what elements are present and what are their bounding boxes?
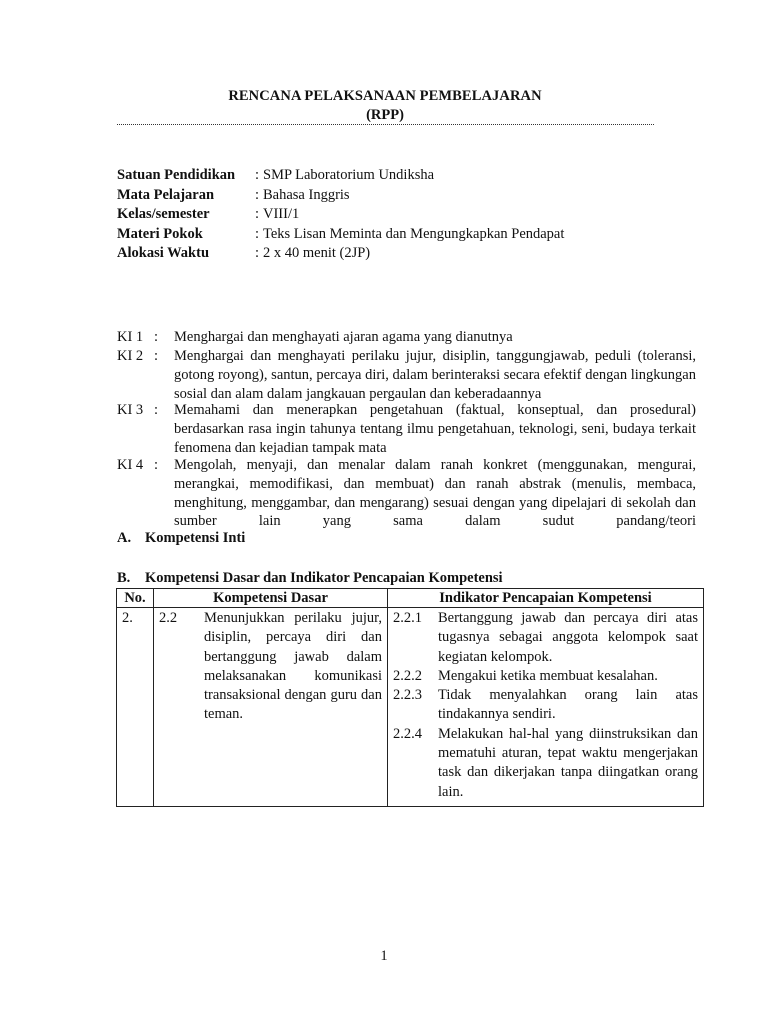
indicator-code: 2.2.4 (393, 725, 422, 742)
indicator-code: 2.2.2 (393, 667, 422, 684)
identity-colon: : (255, 245, 260, 261)
indicator-text: Mengakui ketika membuat kesalahan. (438, 667, 658, 684)
identity-row (117, 166, 677, 186)
identity-label: Mata Pelajaran (117, 186, 215, 203)
ki-item (117, 456, 696, 531)
identity-colon: : (255, 167, 260, 183)
indicator-text: Bertanggung jawab dan percaya diri atas tugasnya sebagai anggota kelompok saat kegiatan kelompok. (438, 610, 698, 665)
identity-row (117, 225, 677, 245)
identity-row (117, 244, 677, 264)
header-kompetensi-dasar: Kompetensi Dasar (154, 589, 388, 608)
identity-table (117, 166, 677, 264)
section-letter: B. (117, 570, 131, 586)
ki-colon: : (154, 348, 159, 364)
ki-colon: : (154, 402, 159, 418)
table-row (117, 608, 704, 807)
identity-label: Satuan Pendidikan (117, 167, 236, 183)
section-heading-a (117, 530, 245, 547)
section-heading-b (117, 570, 503, 587)
ki-text: Menghargai dan menghayati perilaku jujur, disiplin, tanggungjawab, peduli (toleransi, gotong royong), santun, percaya diri, dalam berinteraksi secara efektif dengan lingkungan sosial dan alam dalam jangkauan pergaulan dan keberadaannya (174, 348, 696, 402)
ki-code: KI 2 (117, 348, 144, 364)
indicator-cell (388, 608, 704, 807)
identity-row (117, 205, 677, 225)
identity-value: 2 x 40 menit (2JP) (263, 245, 371, 261)
indicator-code: 2.2.3 (393, 687, 422, 704)
identity-colon: : (255, 225, 260, 242)
identity-value: Teks Lisan Meminta dan Mengungkapkan Pendapat (263, 225, 565, 242)
ki-item (117, 328, 696, 347)
kd-entry (159, 609, 382, 725)
ki-code: KI 1 (117, 329, 144, 345)
kd-code: 2.2 (159, 610, 178, 626)
ki-text: Menghargai dan menghayati ajaran agama yang dianutnya (174, 329, 513, 345)
document-subtitle: (RPP) (366, 107, 404, 123)
ki-text: Memahami dan menerapkan pengetahuan (faktual, konseptual, dan prosedural) berdasarkan rasa ingin tahunya tentang ilmu pengetahuan, teknologi, seni, budaya terkait fenomena dan kejadian tampak mata (174, 402, 696, 456)
section-title: Kompetensi Inti (145, 530, 246, 546)
indicator-text: Melakukan hal-hal yang diinstruksikan dan mematuhi aturan, tepat waktu mengerjakan task dan dikerjakan tanpa diingatkan orang lain. (438, 725, 698, 800)
identity-colon: : (255, 186, 260, 203)
indicator-item (393, 725, 698, 802)
ki-code: KI 4 (117, 457, 144, 473)
identity-value: VIII/1 (263, 206, 300, 222)
section-title: Kompetensi Dasar dan Indikator Pencapaian Kompetensi (145, 570, 503, 586)
kd-cell (154, 608, 388, 807)
kd-text: Menunjukkan perilaku jujur, disiplin, percaya diri dan bertanggung jawab dalam melaksanakan komunikasi transaksional dengan guru dan teman. (204, 610, 382, 723)
header-no: No. (117, 589, 154, 608)
ki-colon: : (154, 329, 159, 345)
competency-table (116, 588, 704, 807)
header-indikator: Indikator Pencapaian Kompetensi (388, 589, 704, 608)
ki-item (117, 401, 696, 457)
indicator-item (393, 686, 698, 725)
indicator-item (393, 609, 698, 667)
identity-value: Bahasa Inggris (263, 186, 350, 203)
identity-label: Kelas/semester (117, 206, 210, 222)
ki-text: Mengolah, menyaji, dan menalar dalam ranah konkret (menggunakan, mengurai, merangkai, memodifikasi, dan membuat) dan ranah abstrak (menulis, membaca, menghitung, menggambar, dan mengarang) sesuai dengan yang dipelajari di sekolah dan sumber lain yang sama dalam sudut pandang/teori (174, 457, 696, 530)
identity-value: SMP Laboratorium Undiksha (263, 167, 435, 183)
indicator-item (393, 667, 698, 686)
identity-label: Materi Pokok (117, 225, 203, 242)
page-number: 1 (380, 948, 388, 964)
dotted-divider (117, 124, 654, 125)
identity-row (117, 186, 677, 206)
ki-item (117, 347, 696, 403)
row-number: 2. (117, 608, 154, 807)
indicator-code: 2.2.1 (393, 610, 422, 626)
ki-code: KI 3 (117, 402, 144, 418)
document-title: RENCANA PELAKSANAAN PEMBELAJARAN (228, 88, 542, 104)
section-letter: A. (117, 530, 132, 546)
ki-colon: : (154, 457, 159, 473)
table-header-row (117, 589, 704, 608)
identity-colon: : (255, 206, 260, 222)
indicator-text: Tidak menyalahkan orang lain atas tindakannya sendiri. (438, 687, 698, 723)
identity-label: Alokasi Waktu (117, 245, 210, 261)
